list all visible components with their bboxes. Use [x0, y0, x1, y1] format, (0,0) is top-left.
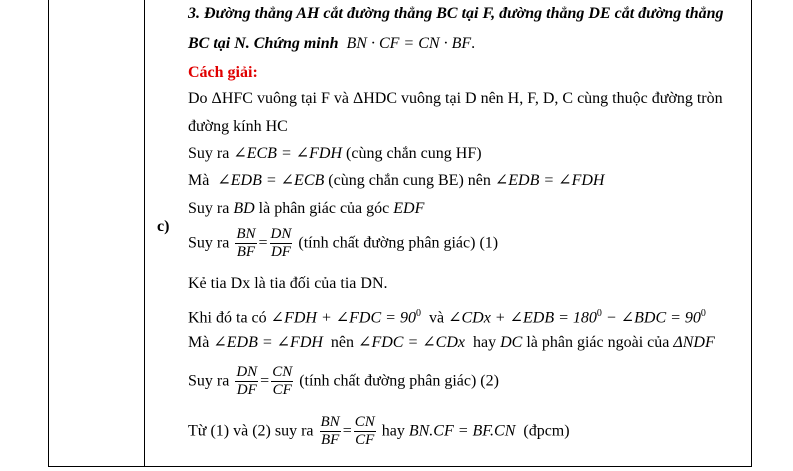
solution-line-1: Do ΔHFC vuông tại F và ΔHDC vuông tại D nên H, F, D, C cùng thuộc đường tròn — [188, 90, 723, 107]
solution-line-10: Suy ra $\frac{DN}{DF}$ = $\frac{CN}{CF}$ (tính chất đường phân giác) (2) — [188, 364, 499, 398]
solution-line-7: Kẻ tia Dx là tia đối của tia DN. — [188, 275, 388, 292]
solution-line-3: Suy ra ∠ECB = ∠FDH (cùng chắn cung HF) — [188, 145, 482, 162]
fraction: $\frac{DN}{DF}$ — [236, 364, 258, 398]
fraction: $\frac{BN}{BF}$ — [236, 226, 256, 260]
part-label: c) — [157, 218, 170, 235]
problem-line-1: 3. Đường thẳng AH cắt đường thẳng BC tại F, đường thẳng DE cắt đường thẳng — [188, 5, 724, 22]
fraction: $\frac{BN}{BF}$ — [320, 414, 340, 448]
solution-line-6: Suy ra $\frac{BN}{BF}$ = $\frac{DN}{DF}$ (tính chất đường phân giác) (1) — [188, 226, 499, 260]
fraction: $\frac{DN}{DF}$ — [270, 226, 292, 260]
fraction: $\frac{CN}{CF}$ — [272, 364, 293, 398]
solution-line-9: Mà ∠EDB = ∠FDH nên ∠FDC = ∠CDx hay DC là phân giác ngoài của ΔNDF — [188, 334, 715, 351]
solution-line-4: Mà ∠EDB = ∠ECB (cùng chắn cung BE) nên ∠EDB = ∠FDH — [188, 172, 605, 189]
fraction: $\frac{CN}{CF}$ — [354, 414, 375, 448]
solution-heading: Cách giải: — [188, 64, 258, 81]
solution-line-11: Từ (1) và (2) suy ra $\frac{BN}{BF}$ = $\frac{CN}{CF}$ hay BN.CF = BF.CN (đpcm) — [188, 414, 570, 448]
solution-line-2: đường kính HC — [188, 118, 288, 135]
solution-line-8: Khi đó ta có ∠FDH + ∠FDC = $90^0$ và ∠CDx + ∠EDB = $180^0$ − ∠BDC = $90^0$ — [188, 308, 706, 327]
column-divider — [144, 0, 145, 466]
problem-line-2: BC tại N. Chứng minh BN · CF = CN · BF. — [188, 35, 476, 52]
solution-line-5: Suy ra BD là phân giác của góc EDF — [188, 200, 425, 217]
